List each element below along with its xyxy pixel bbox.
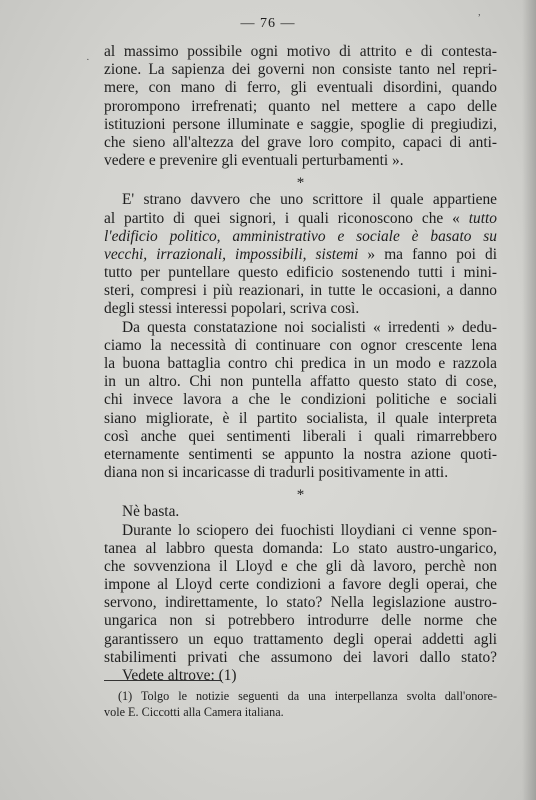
text-line [104, 228, 497, 246]
text-line: ciamo la necessità di continuare con ognor crescente lena [104, 336, 497, 354]
text-line: tutto per puntellare questo edificio sostenendo tutti i mini- [104, 264, 497, 282]
footnote-rule [104, 680, 222, 681]
text-line: impone al Lloyd certe condizioni a favore degli operai, che [104, 576, 497, 594]
text-line: mere, con mano di ferro, gli eventuali disordini, quando [104, 79, 497, 97]
text-line: al massimo possibile ogni motivo di attrito e di contesta- [104, 43, 497, 60]
text-line: che sieno all'altezza del grave loro compito, capaci di anti- [104, 133, 497, 151]
text-line: servono, indirettamente, lo stato? Nella legislazione austro- [104, 594, 497, 612]
text-line [104, 210, 497, 228]
text-line: prorompono irrefrenati; quanto nel mettere a capo delle [104, 97, 497, 115]
text-segment: al partito di quei signori, i quali riconoscono che « [104, 209, 469, 227]
body-text [104, 43, 497, 685]
section-separator: * [296, 487, 305, 504]
print-speck: · [86, 54, 90, 66]
footnote-line: vole E. Ciccotti alla Camera italiana. [104, 705, 284, 719]
text-line: eternamente sentimenti se appunto la nostra azione quoti- [104, 445, 497, 463]
text-line: che sovvenziona il Lloyd e che gli dà lavoro, perchè non [104, 557, 497, 575]
text-line: garantissero un equo trattamento degli operai addetti agli [104, 630, 497, 648]
text-line: E' strano davvero che uno scrittore il quale appartiene [122, 191, 497, 209]
print-speck: , [478, 6, 481, 18]
quoted-text: tutto [468, 209, 497, 227]
text-line: Da questa constatazione noi socialisti « irredenti » dedu- [122, 318, 497, 336]
text-segment [104, 246, 497, 263]
text-line: Nè basta. [122, 503, 180, 521]
text-line: Durante lo sciopero dei fuochisti lloydiani ci venne spon- [122, 521, 497, 539]
text-line: ungarica non si potrebbero introdurre delle norme che [104, 612, 497, 630]
footnote-line: (1) Tolgo le notizie seguenti da una interpellanza svolta dall'onore- [118, 689, 497, 703]
text-segment: » ma fanno poi di [358, 245, 497, 263]
text-line: istituzioni persone illuminate e saggie, spoglie di pregiudizi, [104, 115, 497, 133]
footnote [104, 688, 497, 720]
section-separator: * [296, 175, 305, 192]
text-line: zione. La sapienza dei governi non consiste tanto nel repri- [104, 61, 497, 79]
quoted-text: l'edificio politico, amministrativo e sociale è basato su [104, 227, 497, 245]
text-line: degli stessi interessi popolari, scriva così. [104, 300, 360, 318]
text-line: vedere e prevenire gli eventuali perturbamenti ». [104, 152, 404, 170]
text-line: stabilimenti privati che assumono dei lavori dallo stato? [104, 648, 497, 666]
text-line: chi invece lavora a che le condizioni politiche e sociali [104, 391, 497, 409]
page-edge-shadow [522, 0, 536, 800]
text-line: tanea al labbro questa domanda: Lo stato austro-ungarico, [104, 539, 497, 557]
text-line [104, 246, 497, 264]
quoted-text: vecchi, irrazionali, impossibili, sistemi [104, 245, 359, 263]
text-line: così anche quei sentimenti liberali i quali rimarrebbero [104, 427, 497, 445]
text-line: steri, compresi i più reazionari, in tutte le occasioni, a danno [104, 282, 497, 300]
text-line: la buona battaglia contro chi predica in un modo e razzola [104, 355, 497, 372]
page-number: — 76 — [240, 16, 296, 31]
text-line: diana non si incaricasse di tradurli positivamente in atti. [104, 464, 449, 482]
text-line: in un altro. Chi non puntella affatto questo stato di cose, [104, 373, 497, 391]
text-line: siano migliorate, è il partito socialista, il quale interpreta [104, 409, 497, 427]
text-line: Vedete altrove: (1) [122, 667, 237, 684]
